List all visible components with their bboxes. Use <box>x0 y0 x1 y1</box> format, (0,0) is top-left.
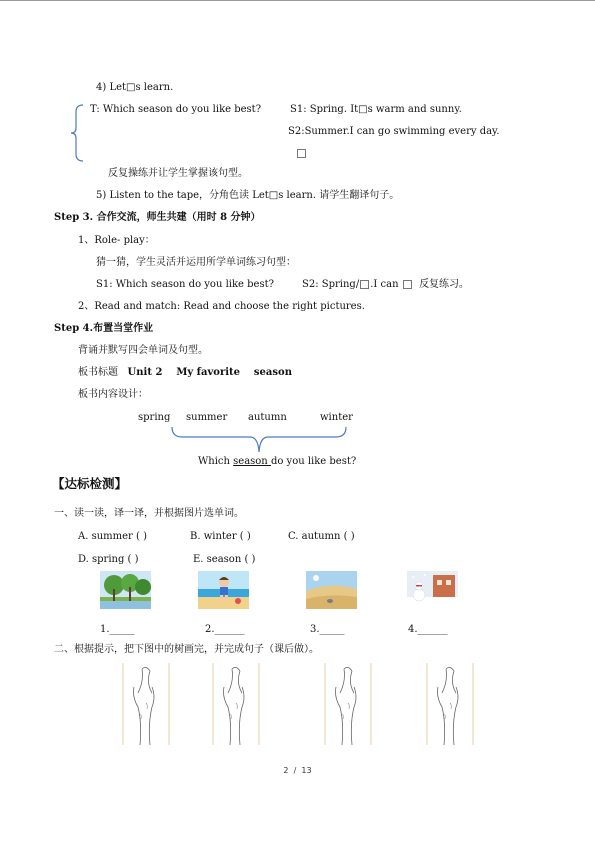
step3-s1: S1: Which season do you like best? <box>96 279 274 290</box>
teacher-question: T: Which season do you like best? <box>90 104 262 115</box>
board-title: Unit 2 My favorite season <box>127 367 292 378</box>
step4-title: Step 4.布置当堂作业 <box>54 323 154 334</box>
question-after: do you like best? <box>270 456 357 467</box>
read-match-line: 2、Read and match: Read and choose the right pictures. <box>78 301 365 312</box>
board-design-label: 板书内容设计： <box>78 389 148 400</box>
option-c: C. autumn ( ) <box>288 531 355 542</box>
student2-answer: S2:Summer.I can go swimming every day. <box>288 126 500 137</box>
question-word: season <box>233 456 271 467</box>
board-title-line <box>78 367 292 379</box>
tree-outline-1 <box>120 663 172 745</box>
option-a: A. summer ( ) <box>78 531 147 542</box>
question-before: Which <box>198 456 234 467</box>
page-number: 2 / 13 <box>283 766 312 775</box>
option-d: D. spring ( ) <box>78 554 139 565</box>
blank-3: 3._____ <box>310 624 345 635</box>
board-title-label: 板书标题 <box>78 367 118 378</box>
step3-s2 <box>302 279 469 291</box>
box-glyph <box>360 280 369 289</box>
spring-picture <box>100 571 151 609</box>
winter-picture <box>407 571 458 609</box>
s2-suffix: 反复练习。 <box>419 279 470 290</box>
listen-line: 5) Listen to the tape，分角色读 Let□s learn. 请学生翻译句子。 <box>96 190 400 201</box>
season-autumn: autumn <box>248 412 287 423</box>
blank-1: 1._____ <box>100 624 135 635</box>
placeholder-glyph <box>296 148 307 160</box>
lets-learn-line: 4) Let□s learn. <box>96 82 174 93</box>
question-1: 一、读一读，译一译，并根据图片选单词。 <box>54 508 244 519</box>
bottom-brace <box>170 425 348 455</box>
autumn-picture <box>306 571 357 609</box>
board-question <box>198 456 356 468</box>
box-glyph <box>297 149 306 158</box>
option-b: B. winter ( ) <box>190 531 251 542</box>
tree-outline-3 <box>322 663 374 745</box>
option-e: E. season ( ) <box>193 554 256 565</box>
s2-prefix: S2: Spring/ <box>302 279 360 290</box>
summer-picture <box>198 571 249 609</box>
step3-title: Step 3. 合作交流，师生共建（用时 8 分钟） <box>54 212 261 223</box>
season-summer: summer <box>186 412 228 423</box>
box-glyph <box>403 280 412 289</box>
tree-outline-2 <box>210 663 262 745</box>
s2-mid: .I can <box>370 279 399 290</box>
check-header: 【达标检测】 <box>52 476 128 491</box>
recite-line: 背诵并默写四会单词及句型。 <box>78 345 208 356</box>
blank-2: 2.______ <box>205 624 245 635</box>
tree-outline-4 <box>424 663 476 745</box>
roleplay-line: 1、Role- play： <box>78 235 155 246</box>
guess-line: 猜一猜，学生灵活并运用所学单词练习句型： <box>96 257 296 268</box>
season-spring: spring <box>138 412 171 423</box>
left-brace <box>70 104 86 162</box>
practice-note: 反复操练并让学生掌握该句型。 <box>108 168 248 179</box>
blank-4: 4.______ <box>408 624 448 635</box>
question-2: 二、根据提示，把下图中的树画完，并完成句子（课后做）。 <box>54 644 319 655</box>
season-winter: winter <box>320 412 353 423</box>
student1-answer: S1: Spring. It□s warm and sunny. <box>290 104 462 115</box>
top-rule <box>0 0 595 1</box>
